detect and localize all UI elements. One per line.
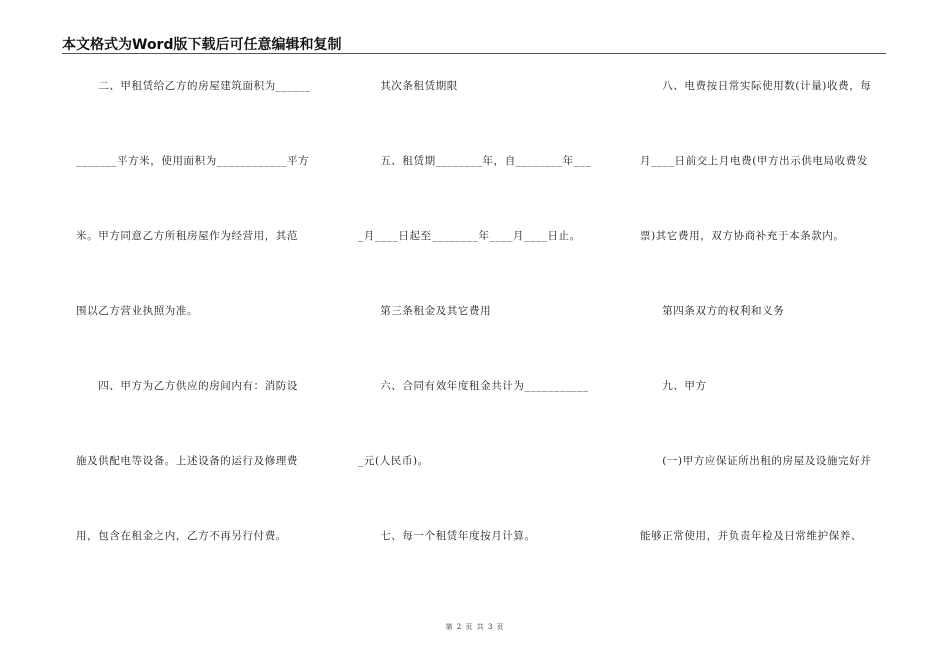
text-line: _元(人民币)。: [358, 455, 429, 467]
text-line: 围以乙方营业执照为准。: [76, 305, 199, 317]
text-column-2: [358, 0, 608, 600]
text-line: 八、电费按日常实际使用数(计量)收费，每: [640, 80, 872, 92]
text-line: 九、甲方: [640, 380, 707, 392]
text-line: 米。甲方同意乙方所租房屋作为经营用，其范: [76, 230, 298, 242]
text-line: 票)其它费用，双方协商补充于本条款内。: [640, 230, 845, 242]
text-line: _______平方米，使用面积为____________平方: [76, 155, 310, 167]
text-line: 其次条租赁期限: [358, 80, 458, 92]
text-line: 五、租赁期________年，自________年___: [358, 155, 592, 167]
text-line: 七、每一个租赁年度按月计算。: [358, 530, 536, 542]
text-line: 六、合同有效年度租金共计为___________: [358, 380, 589, 392]
text-line: _月____日起至________年____月____日止。: [358, 230, 581, 242]
text-line: 用，包含在租金之内，乙方不再另行付费。: [76, 530, 287, 542]
text-line: (一)甲方应保证所出租的房屋及设施完好并: [640, 455, 872, 467]
text-column-3: [640, 0, 890, 600]
text-line: 二、甲租赁给乙方的房屋建筑面积为______: [76, 80, 311, 92]
text-column-1: [76, 0, 326, 600]
page-header-title: 本文格式为Word版下载后可任意编辑和复制: [62, 37, 342, 53]
text-line: 能够正常使用，并负责年检及日常维护保养、: [640, 530, 862, 542]
page-number-footer: 第 2 页 共 3 页: [445, 623, 505, 631]
text-line: 施及供配电等设备。上述设备的运行及修理费: [76, 455, 298, 467]
text-line: 月____日前交上月电费(甲方出示供电局收费发: [640, 155, 868, 167]
text-line: 第三条租金及其它费用: [358, 305, 492, 317]
text-line: 四、甲方为乙方供应的房间内有：消防设: [76, 380, 298, 392]
text-line: 第四条双方的权利和义务: [640, 305, 785, 317]
